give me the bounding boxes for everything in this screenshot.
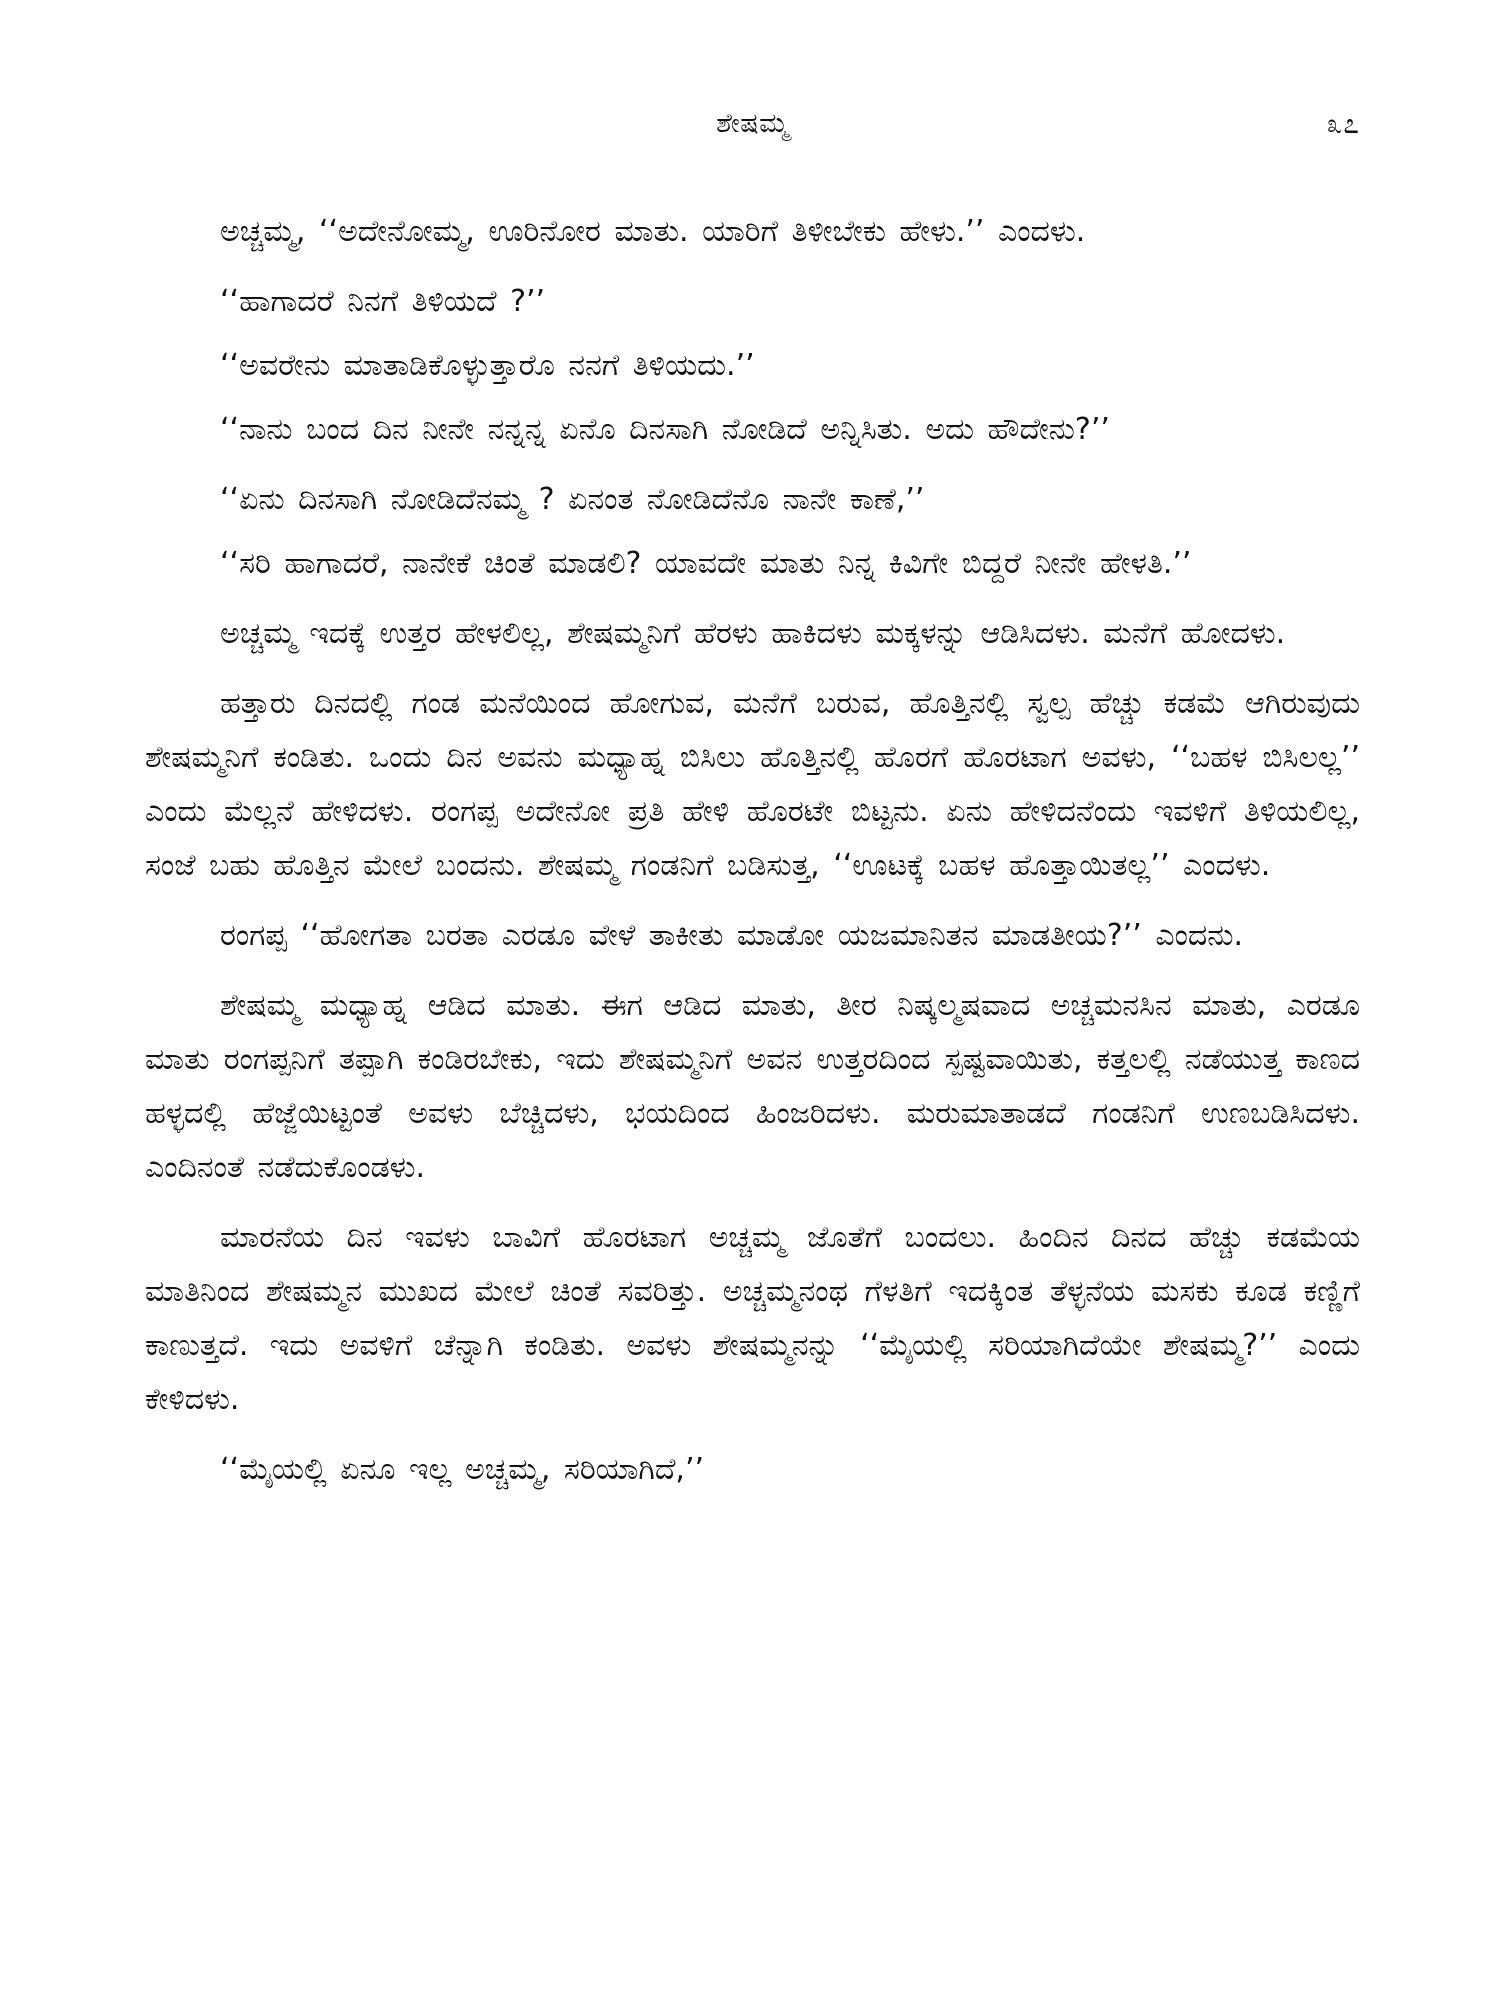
paragraph-10: ಶೇಷಮ್ಮ ಮಧ್ಯಾಹ್ನ ಆಡಿದ ಮಾತು. ಈಗ ಆಡಿದ ಮಾತು, ತೀರ ನಿಷ್ಕಲ್ಮಷವಾದ ಅಚ್ಚಮನಸಿನ ಮಾತು, ಎರಡೂ ಮಾತು ರಂಗಪ್ಪನಿಗೆ ತಪ್ಪಾಗಿ ಕಂಡಿರಬೇಕು, ಇದು ಶೇಷಮ್ಮನಿಗೆ ಅವನ ಉತ್ತರದಿಂದ ಸ್ಪಷ್ಟವಾಯಿತು, ಕತ್ತಲಲ್ಲಿ ನಡೆಯುತ್ತ ಕಾಣದ ಹಳ್ಳದಲ್ಲಿ ಹೆಜ್ಜೆಯಿಟ್ಟಂತೆ ಅವಳು ಬೆಚ್ಚಿದಳು, ಭಯದಿಂದ ಹಿಂಜರಿದಳು. ಮರುಮಾತಾಡದೆ ಗಂಡನಿಗೆ ಉಣಬಡಿಸಿದಳು. ಎಂದಿನಂತೆ ನಡೆದುಕೊಂಡಳು.: [145, 988, 1360, 1185]
paragraph-4: ‘‘ನಾನು ಬಂದ ದಿನ ನೀನೇ ನನ್ನನ್ನ ಏನೊ ದಿನಸಾಗಿ ನೋಡಿದೆ ಅನ್ನಿಸಿತು. ಅದು ಹೌದೇನು?’’: [220, 412, 1110, 447]
page-body: [145, 205, 1360, 1507]
paragraph-6: ‘‘ಸರಿ ಹಾಗಾದರೆ, ನಾನೇಕೆ ಚಿಂತೆ ಮಾಡಲಿ? ಯಾವದೇ ಮಾತು ನಿನ್ನ ಕಿವಿಗೇ ಬಿದ್ದರೆ ನೀನೇ ಹೇಳತಿ.’’: [220, 546, 1192, 581]
page-number: ೩೭: [1326, 107, 1360, 140]
paragraph-2: ‘‘ಹಾಗಾದರೆ ನಿನಗೆ ತಿಳಿಯದೆ ?’’: [220, 284, 546, 319]
page-header: [145, 104, 1360, 144]
paragraph-5: ‘‘ಏನು ದಿನಸಾಗಿ ನೋಡಿದೆನಮ್ಮ ? ಏನಂತ ನೋಡಿದೆನೊ ನಾನೇ ಕಾಣೆ,’’: [220, 482, 925, 517]
paragraph-12: ‘‘ಮೈಯಲ್ಲಿ ಏನೂ ಇಲ್ಲ ಅಚ್ಚಮ್ಮ, ಸರಿಯಾಗಿದೆ,’’: [220, 1452, 705, 1487]
paragraph-9: ರಂಗಪ್ಪ ‘‘ಹೋಗತಾ ಬರತಾ ಎರಡೂ ವೇಳೆ ತಾಕೀತು ಮಾಡೋ ಯಜಮಾನಿತನ ಮಾಡತೀಯ?’’ ಎಂದನು.: [220, 918, 1244, 953]
paragraph-11: ಮಾರನೆಯ ದಿನ ಇವಳು ಬಾವಿಗೆ ಹೊರಟಾಗ ಅಚ್ಚಮ್ಮ ಜೊತೆಗೆ ಬಂದಲು. ಹಿಂದಿನ ದಿನದ ಹೆಚ್ಚು ಕಡಮೆಯ ಮಾತಿನಿಂದ ಶೇಷಮ್ಮನ ಮುಖದ ಮೇಲೆ ಚಿಂತೆ ಸವರಿತ್ತು. ಅಚ್ಚಮ್ಮನಂಥ ಗೆಳತಿಗೆ ಇದಕ್ಕಿಂತ ತೆಳ್ಳನೆಯ ಮಸಕು ಕೂಡ ಕಣ್ಣಿಗೆ ಕಾಣುತ್ತದೆ. ಇದು ಅವಳಿಗೆ ಚೆನ್ನಾಗಿ ಕಂಡಿತು. ಅವಳು ಶೇಷಮ್ಮನನ್ನು ‘‘ಮೈಯಲ್ಲಿ ಸರಿಯಾಗಿದೆಯೇ ಶೇಷಮ್ಮ?’’ ಎಂದು ಕೇಳಿದಳು.: [145, 1220, 1360, 1417]
paragraph-8: ಹತ್ತಾರು ದಿನದಲ್ಲಿ ಗಂಡ ಮನೆಯಿಂದ ಹೋಗುವ, ಮನೆಗೆ ಬರುವ, ಹೊತ್ತಿನಲ್ಲಿ ಸ್ವಲ್ಪ ಹೆಚ್ಚು ಕಡಮೆ ಆಗಿರುವುದು ಶೇಷಮ್ಮನಿಗೆ ಕಂಡಿತು. ಒಂದು ದಿನ ಅವನು ಮಧ್ಯಾಹ್ನ ಬಿಸಿಲು ಹೊತ್ತಿನಲ್ಲಿ ಹೊರಗೆ ಹೊರಟಾಗ ಅವಳು, ‘‘ಬಹಳ ಬಿಸಿಲಲ್ಲ’’ ಎಂದು ಮೆಲ್ಲನೆ ಹೇಳಿದಳು. ರಂಗಪ್ಪ ಅದೇನೋ ಪ್ರತಿ ಹೇಳಿ ಹೊರಟೇ ಬಿಟ್ಟನು. ಏನು ಹೇಳಿದನೆಂದು ಇವಳಿಗೆ ತಿಳಿಯಲಿಲ್ಲ, ಸಂಜೆ ಬಹು ಹೊತ್ತಿನ ಮೇಲೆ ಬಂದನು. ಶೇಷಮ್ಮ ಗಂಡನಿಗೆ ಬಡಿಸುತ್ತ, ‘‘ಊಟಕ್ಕೆ ಬಹಳ ಹೊತ್ತಾಯಿತಲ್ಲ’’ ಎಂದಳು.: [145, 686, 1360, 883]
paragraph-3: ‘‘ಅವರೇನು ಮಾತಾಡಿಕೊಳ್ಳುತ್ತಾರೊ ನನಗೆ ತಿಳಿಯದು.’’: [220, 348, 755, 383]
paragraph-7: ಅಚ್ಚಮ್ಮ ಇದಕ್ಕೆ ಉತ್ತರ ಹೇಳಲಿಲ್ಲ, ಶೇಷಮ್ಮನಿಗೆ ಹೆರಳು ಹಾಕಿದಳು ಮಕ್ಕಳನ್ನು ಆಡಿಸಿದಳು. ಮನೆಗೆ ಹೋದಳು.: [220, 616, 1286, 651]
paragraph-1: ಅಚ್ಚಮ್ಮ, ‘‘ಅದೇನೋಮ್ಮ, ಊರಿನೋರ ಮಾತು. ಯಾರಿಗೆ ತಿಳೀಬೇಕು ಹೇಳು.’’ ಎಂದಳು.: [220, 214, 1086, 249]
running-title: ಶೇಷಮ್ಮ: [716, 108, 789, 139]
